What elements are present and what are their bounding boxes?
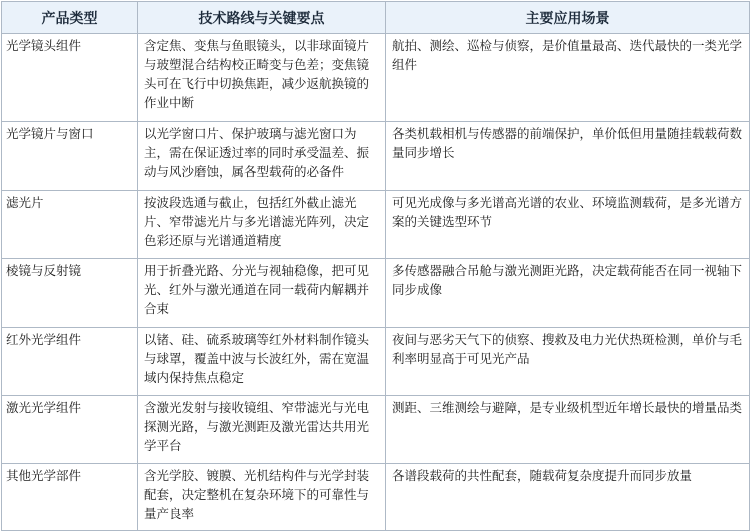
cell-product-type: 滤光片 — [2, 191, 138, 259]
cell-tech-route: 以锗、硅、硫系玻璃等红外材料制作镜头与球罩，覆盖中波与长波红外，需在宽温域内保持焦点稳定 — [138, 328, 386, 396]
cell-tech-route: 以光学窗口片、保护玻璃与滤光窗口为主，需在保证透过率的同时承受温差、振动与风沙磨蚀，属各型载荷的必备件 — [138, 122, 386, 191]
header-product-type: 产品类型 — [2, 2, 138, 34]
table-row — [2, 34, 750, 122]
cell-product-type: 光学镜头组件 — [2, 34, 138, 122]
header-application: 主要应用场景 — [386, 2, 750, 34]
header-tech-route: 技术路线与关键要点 — [138, 2, 386, 34]
cell-tech-route: 含激光发射与接收镜组、窄带滤光与光电探测光路，与激光测距及激光雷达共用光学平台 — [138, 396, 386, 464]
table-row — [2, 396, 750, 464]
cell-application: 各谱段载荷的共性配套，随载荷复杂度提升而同步放量 — [386, 464, 750, 531]
cell-product-type: 激光光学组件 — [2, 396, 138, 464]
cell-product-type: 光学镜片与窗口 — [2, 122, 138, 191]
cell-application: 夜间与恶劣天气下的侦察、搜救及电力光伏热斑检测，单价与毛利率明显高于可见光产品 — [386, 328, 750, 396]
cell-application: 多传感器融合吊舱与激光测距光路，决定载荷能否在同一视轴下同步成像 — [386, 259, 750, 328]
cell-tech-route: 含定焦、变焦与鱼眼镜头，以非球面镜片与玻塑混合结构校正畸变与色差；变焦镜头可在飞行中切换焦距，减少返航换镜的作业中断 — [138, 34, 386, 122]
cell-tech-route: 用于折叠光路、分光与视轴稳像，把可见光、红外与激光通道在同一载荷内解耦并合束 — [138, 259, 386, 328]
cell-application: 各类机载相机与传感器的前端保护，单价低但用量随挂载载荷数量同步增长 — [386, 122, 750, 191]
cell-product-type: 其他光学部件 — [2, 464, 138, 531]
table-row — [2, 259, 750, 328]
cell-tech-route: 含光学胶、镀膜、光机结构件与光学封装配套，决定整机在复杂环境下的可靠性与量产良率 — [138, 464, 386, 531]
cell-tech-route: 按波段选通与截止，包括红外截止滤光片、窄带滤光片与多光谱滤光阵列，决定色彩还原与光谱通道精度 — [138, 191, 386, 259]
cell-product-type: 红外光学组件 — [2, 328, 138, 396]
cell-application: 测距、三维测绘与避障，是专业级机型近年增长最快的增量品类 — [386, 396, 750, 464]
table-row — [2, 328, 750, 396]
cell-product-type: 棱镜与反射镜 — [2, 259, 138, 328]
table-row — [2, 122, 750, 191]
optical-components-table — [1, 1, 750, 531]
cell-application: 航拍、测绘、巡检与侦察，是价值量最高、迭代最快的一类光学组件 — [386, 34, 750, 122]
header-row — [2, 2, 750, 34]
table-row — [2, 464, 750, 531]
cell-application: 可见光成像与多光谱高光谱的农业、环境监测载荷，是多光谱方案的关键选型环节 — [386, 191, 750, 259]
table-row — [2, 191, 750, 259]
